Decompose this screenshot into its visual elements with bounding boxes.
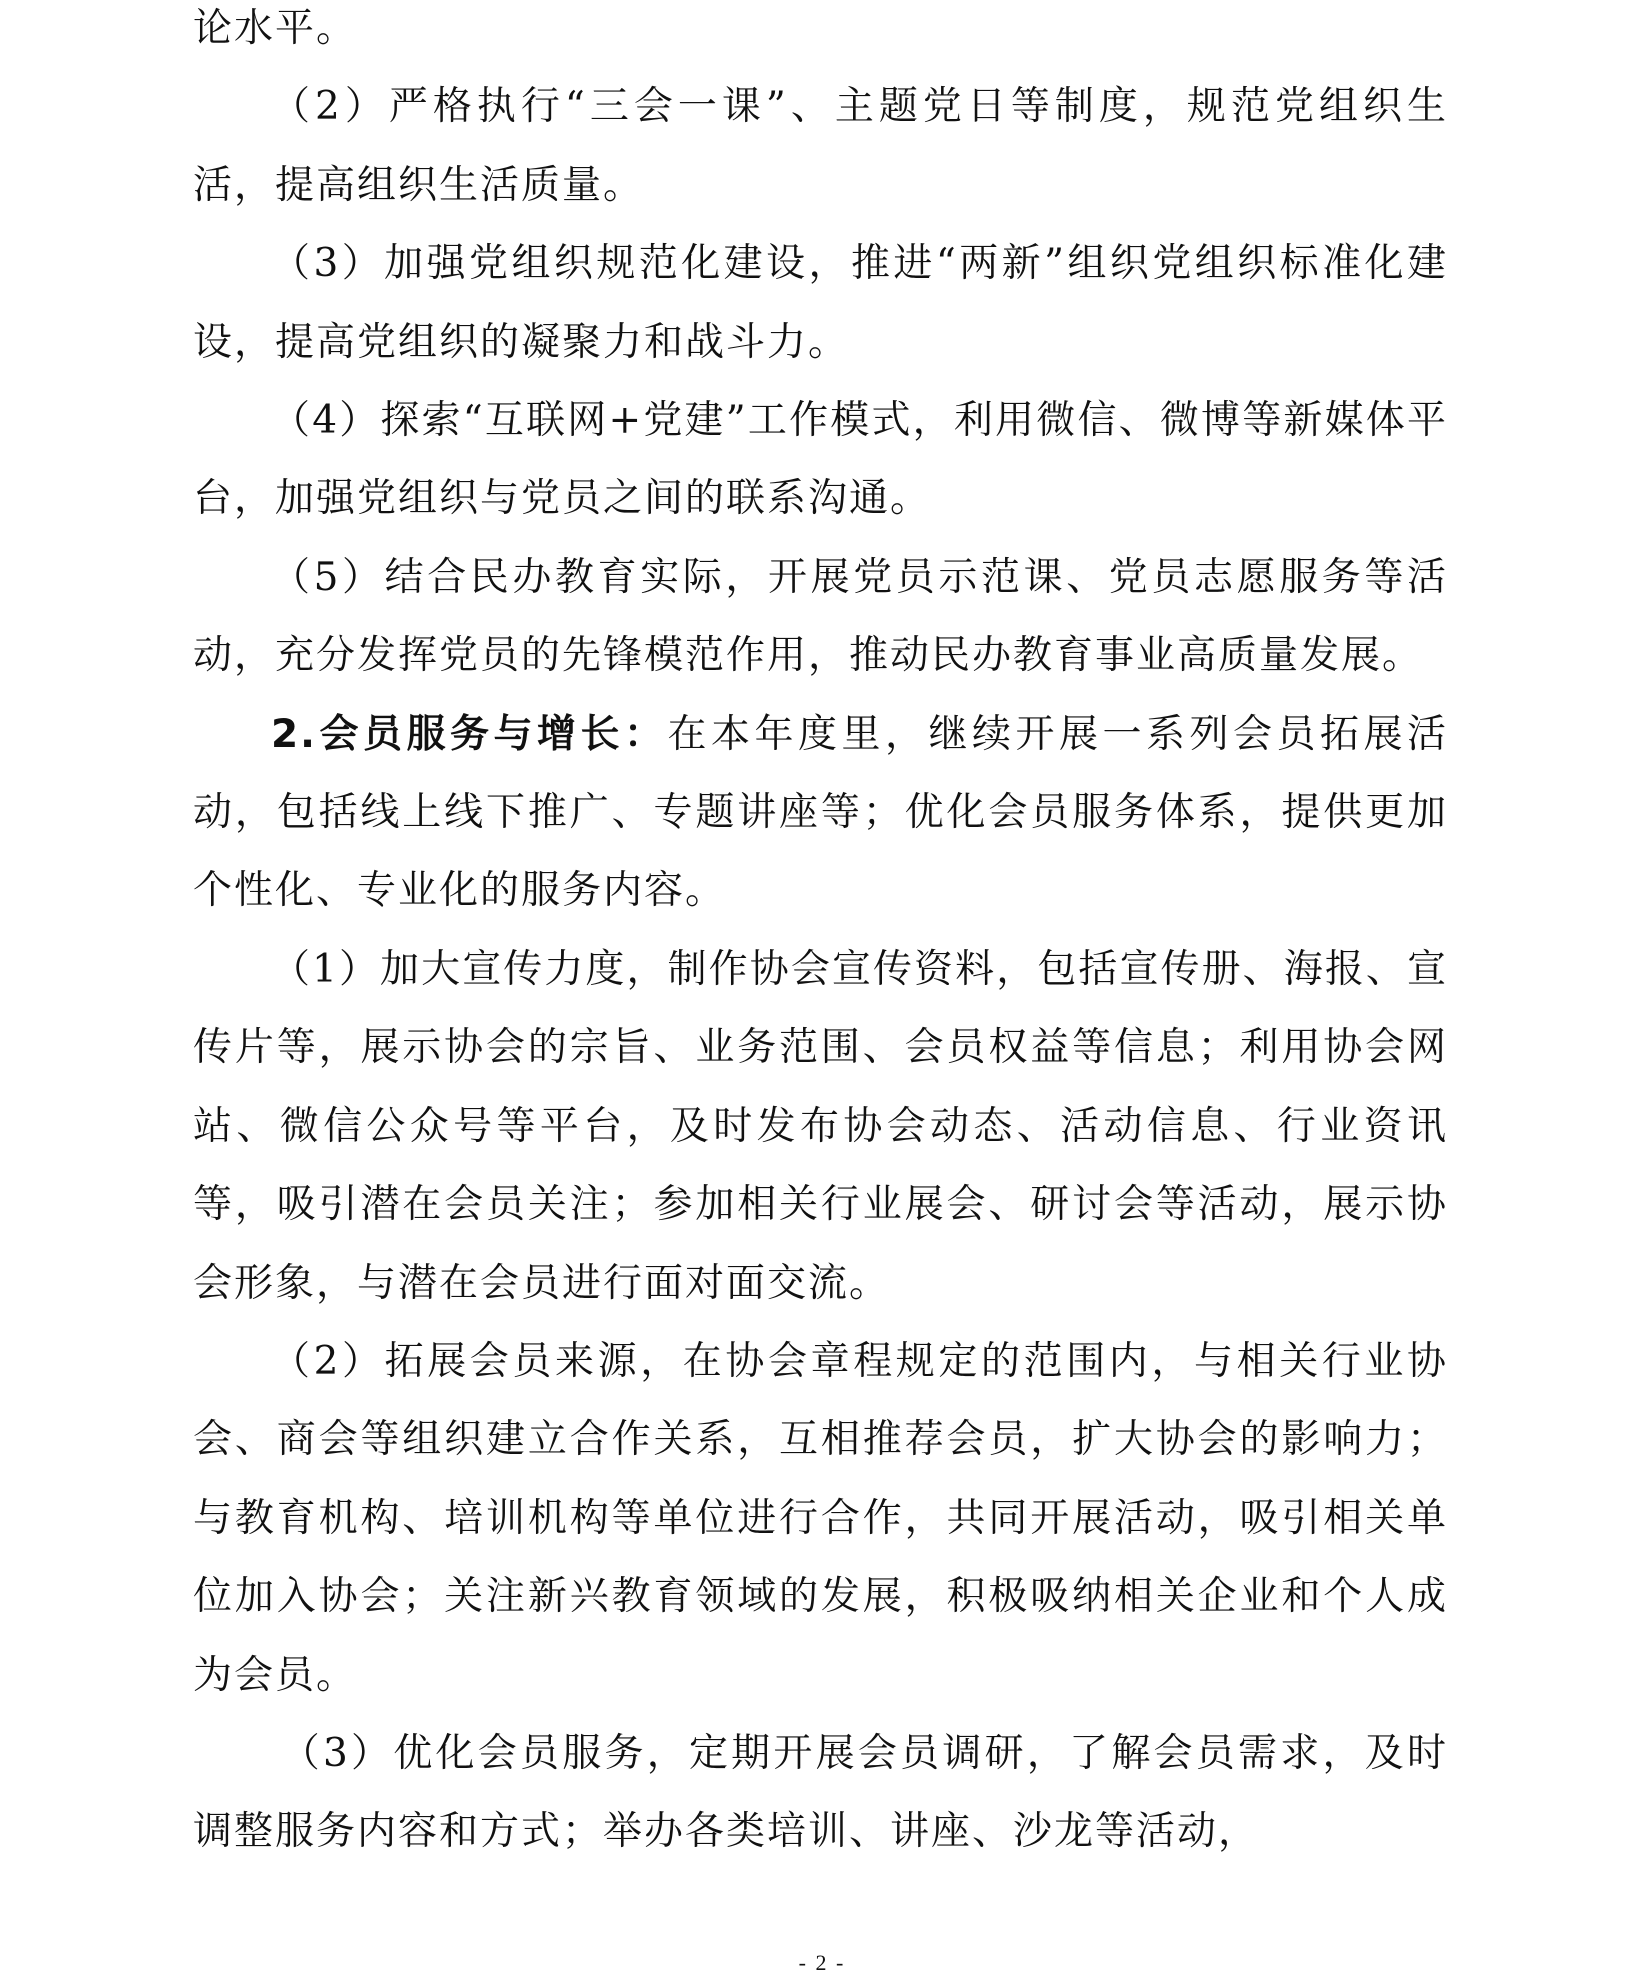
paragraph-continuation: 论水平。 [193, 6, 358, 51]
paragraph-item-4: （4）探索“互联网+党建”工作模式，利用微信、微博等新媒体平台，加强党组织与党员之间的联系沟通。 [193, 398, 1448, 522]
paragraph-item-3: （3）加强党组织规范化建设，推进“两新”组织党组织标准化建设，提高党组织的凝聚力和战斗力。 [193, 241, 1448, 365]
paragraph-member-item-2: （2）拓展会员来源，在协会章程规定的范围内，与相关行业协会、商会等组织建立合作关系，互相推荐会员，扩大协会的影响力；与教育机构、培训机构等单位进行合作，共同开展活动，吸引相关单位加入协会；关注新兴教育领域的发展，积极吸纳相关企业和个人成为会员。 [193, 1338, 1448, 1698]
paragraph-member-item-1: （1）加大宣传力度，制作协会宣传资料，包括宣传册、海报、宣传片等，展示协会的宗旨、业务范围、会员权益等信息；利用协会网站、微信公众号等平台，及时发布协会动态、活动信息、行业资讯等，吸引潜在会员关注；参加相关行业展会、研讨会等活动，展示协会形象，与潜在会员进行面对面交流。 [193, 946, 1448, 1306]
section-member-services [193, 696, 1448, 931]
section-body: 在本年度里，继续开展一系列会员拓展活动，包括线上线下推广、专题讲座等；优化会员服务体系，提供更加个性化、专业化的服务内容。 [193, 711, 1448, 914]
section-heading: 2.会员服务与增长： [271, 711, 668, 757]
paragraph-item-2: （2）严格执行“三会一课”、主题党日等制度，规范党组织生活，提高组织生活质量。 [193, 84, 1448, 208]
document-body [193, 0, 1448, 1872]
page-number: - 2 - [798, 1950, 846, 1975]
paragraph-item-5: （5）结合民办教育实际，开展党员示范课、党员志愿服务等活动，充分发挥党员的先锋模范作用，推动民办教育事业高质量发展。 [193, 554, 1448, 679]
paragraph-member-item-3: （3）优化会员服务，定期开展会员调研，了解会员需求，及时调整服务内容和方式；举办各类培训、讲座、沙龙等活动， [193, 1730, 1448, 1855]
